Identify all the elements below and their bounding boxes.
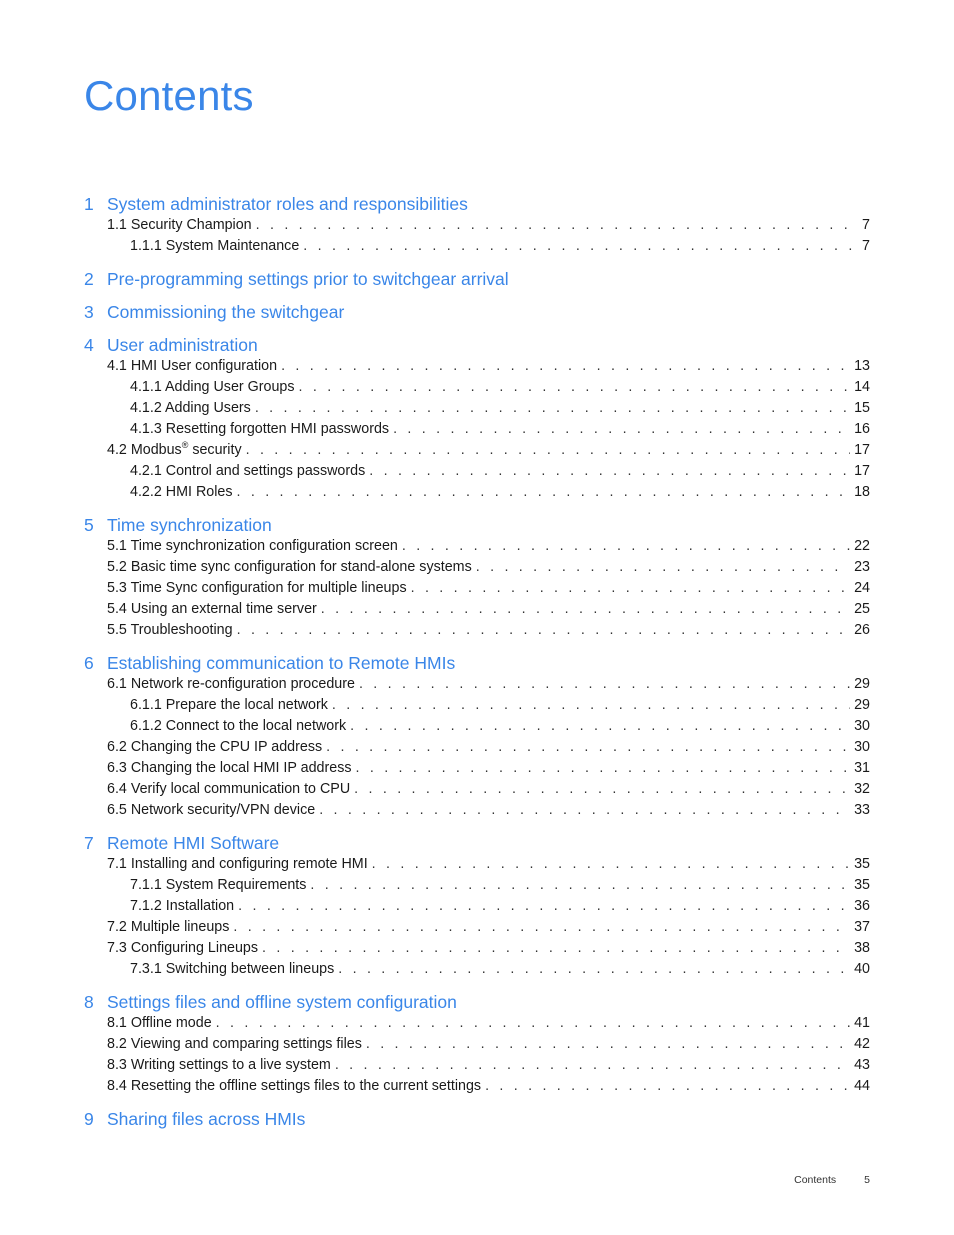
dot-leader bbox=[255, 400, 850, 416]
toc-entry[interactable] bbox=[84, 217, 870, 238]
dot-leader bbox=[310, 877, 850, 893]
toc-entry-title bbox=[107, 781, 354, 797]
toc-entry-title-text: 7.3 Configuring Lineups bbox=[107, 940, 259, 956]
toc-chapter-heading[interactable] bbox=[84, 269, 870, 292]
dot-leader bbox=[366, 1036, 850, 1052]
toc-entry-title-text: 5.1 Time synchronization configuration screen bbox=[107, 538, 398, 554]
toc-entry[interactable] bbox=[84, 1036, 870, 1057]
toc-entry-title bbox=[107, 739, 326, 755]
toc-entry-title-text: 5.4 Using an external time server bbox=[107, 601, 317, 617]
toc-entry[interactable] bbox=[84, 484, 870, 505]
toc-entry-title-text: 4.1 HMI User configuration bbox=[107, 358, 278, 374]
chapter-title: Commissioning the switchgear bbox=[107, 302, 345, 322]
dot-leader bbox=[411, 580, 851, 596]
toc-chapter bbox=[84, 833, 870, 982]
toc-entry-title bbox=[130, 463, 369, 479]
toc-entry-title bbox=[130, 484, 237, 500]
toc-entry-title-text: 8.3 Writing settings to a live system bbox=[107, 1057, 331, 1073]
toc-entry-title bbox=[107, 856, 372, 872]
toc-entry-title-text: 4.2 Modbus bbox=[107, 442, 182, 458]
toc-entry-title bbox=[107, 802, 319, 818]
toc-entry[interactable] bbox=[84, 760, 870, 781]
toc-entry-title bbox=[107, 940, 262, 956]
toc-entry-title-text: 1.1.1 System Maintenance bbox=[130, 238, 300, 254]
dot-leader bbox=[299, 379, 851, 395]
toc-entry[interactable] bbox=[84, 421, 870, 442]
toc-entry-page-number: 43 bbox=[854, 1057, 870, 1073]
toc-entry[interactable] bbox=[84, 622, 870, 643]
toc-entry-page-number: 29 bbox=[854, 697, 870, 713]
chapter-title: Remote HMI Software bbox=[107, 833, 280, 853]
registered-mark: ® bbox=[181, 440, 189, 451]
toc-entry-page-number: 14 bbox=[854, 379, 870, 395]
toc-entry[interactable] bbox=[84, 400, 870, 421]
toc-entry[interactable] bbox=[84, 856, 870, 877]
toc-entry-title-text: 1.1 Security Champion bbox=[107, 217, 252, 233]
toc-entry-title bbox=[130, 379, 299, 395]
toc-entry-page-number: 7 bbox=[862, 217, 870, 233]
toc-entry-title bbox=[107, 580, 411, 596]
toc-entry-title-text: 6.4 Verify local communication to CPU bbox=[107, 781, 351, 797]
toc-entry[interactable] bbox=[84, 781, 870, 802]
toc-entry-title-text: 4.1.3 Resetting forgotten HMI passwords bbox=[130, 421, 390, 437]
toc-entry-page-number: 38 bbox=[854, 940, 870, 956]
toc-entry-title-text: 6.2 Changing the CPU IP address bbox=[107, 739, 323, 755]
chapter-number: 2 bbox=[84, 269, 94, 289]
toc-entry-page-number: 33 bbox=[854, 802, 870, 818]
chapter-title: Sharing files across HMIs bbox=[107, 1109, 306, 1129]
toc-chapter-heading[interactable] bbox=[84, 1109, 870, 1132]
toc-entry[interactable] bbox=[84, 601, 870, 622]
toc-entry[interactable] bbox=[84, 961, 870, 982]
toc-entry-title bbox=[107, 1078, 485, 1094]
dot-leader bbox=[332, 697, 850, 713]
toc-entry-title-text: 7.3.1 Switching between lineups bbox=[130, 961, 335, 977]
toc-entry[interactable] bbox=[84, 1078, 870, 1099]
toc-entry[interactable] bbox=[84, 697, 870, 718]
toc-entry-title bbox=[107, 1057, 335, 1073]
chapter-title: System administrator roles and responsibilities bbox=[107, 194, 468, 214]
toc-entry-title bbox=[130, 718, 350, 734]
toc-entry-page-number: 35 bbox=[854, 877, 870, 893]
toc-chapter bbox=[84, 515, 870, 643]
toc-chapter bbox=[84, 335, 870, 505]
toc-entry[interactable] bbox=[84, 463, 870, 484]
dot-leader bbox=[237, 622, 851, 638]
dot-leader bbox=[372, 856, 850, 872]
page-title: Contents bbox=[84, 72, 254, 119]
toc-chapter-heading[interactable] bbox=[84, 335, 870, 358]
dot-leader bbox=[237, 484, 851, 500]
toc-entry-title-text: 8.2 Viewing and comparing settings files bbox=[107, 1036, 362, 1052]
toc-entry-title-text: 6.1.1 Prepare the local network bbox=[130, 697, 328, 713]
toc-chapter-heading[interactable] bbox=[84, 992, 870, 1015]
toc-chapter-heading[interactable] bbox=[84, 515, 870, 538]
dot-leader bbox=[393, 421, 850, 437]
dot-leader bbox=[326, 739, 850, 755]
toc-entry-page-number: 7 bbox=[862, 238, 870, 254]
toc-entry-page-number: 35 bbox=[854, 856, 870, 872]
toc-entry-title-text: 5.2 Basic time sync configuration for stand-alone systems bbox=[107, 559, 472, 575]
toc-entry-title bbox=[107, 442, 246, 458]
toc-entry-page-number: 42 bbox=[854, 1036, 870, 1052]
toc-chapter bbox=[84, 302, 870, 325]
toc-entry-title-text: 4.1.2 Adding Users bbox=[130, 400, 251, 416]
dot-leader bbox=[476, 559, 850, 575]
toc-entry-page-number: 15 bbox=[854, 400, 870, 416]
toc-entry-page-number: 44 bbox=[854, 1078, 870, 1094]
toc-entry-page-number: 40 bbox=[854, 961, 870, 977]
toc-chapter-heading[interactable] bbox=[84, 302, 870, 325]
toc-chapter-heading[interactable] bbox=[84, 833, 870, 856]
toc-entry-title-text: 7.1 Installing and configuring remote HMI bbox=[107, 856, 368, 872]
footer-page-number: 5 bbox=[864, 1174, 870, 1186]
toc-chapter bbox=[84, 269, 870, 292]
dot-leader bbox=[369, 463, 850, 479]
toc-entry-title bbox=[107, 358, 281, 374]
toc-entry-title bbox=[130, 898, 238, 914]
toc-entry-title-text: 5.3 Time Sync configuration for multiple lineups bbox=[107, 580, 407, 596]
toc-entry-title-text: 6.1 Network re-configuration procedure bbox=[107, 676, 355, 692]
toc-entry-title-text: 6.1.2 Connect to the local network bbox=[130, 718, 347, 734]
chapter-title: Pre-programming settings prior to switchgear arrival bbox=[107, 269, 509, 289]
toc-entry-page-number: 22 bbox=[854, 538, 870, 554]
footer-section-label: Contents bbox=[794, 1174, 837, 1186]
toc-entry-title-text: 6.5 Network security/VPN device bbox=[107, 802, 316, 818]
toc-entry-title bbox=[107, 1036, 366, 1052]
toc-entry[interactable] bbox=[84, 442, 870, 463]
toc-entry[interactable] bbox=[84, 877, 870, 898]
toc-chapter bbox=[84, 992, 870, 1099]
toc-entry[interactable] bbox=[84, 358, 870, 379]
toc-entry[interactable] bbox=[84, 559, 870, 580]
toc-entry-page-number: 18 bbox=[854, 484, 870, 500]
chapter-number: 7 bbox=[84, 833, 94, 853]
chapter-number: 3 bbox=[84, 302, 94, 322]
toc-entry-title bbox=[107, 538, 402, 554]
toc-chapter-heading[interactable] bbox=[84, 653, 870, 676]
toc-entry-title bbox=[107, 919, 233, 935]
dot-leader bbox=[402, 538, 850, 554]
toc-entry-title bbox=[130, 421, 393, 437]
toc-entry-title-text: 8.1 Offline mode bbox=[107, 1015, 212, 1031]
toc-entry-title bbox=[107, 1015, 216, 1031]
toc-entry-page-number: 30 bbox=[854, 739, 870, 755]
toc-entry[interactable] bbox=[84, 919, 870, 940]
toc-entry[interactable] bbox=[84, 538, 870, 559]
chapter-title: Time synchronization bbox=[107, 515, 272, 535]
chapter-title: User administration bbox=[107, 335, 258, 355]
toc-entry-title bbox=[130, 400, 255, 416]
toc-entry-title-text: 4.1.1 Adding User Groups bbox=[130, 379, 295, 395]
dot-leader bbox=[262, 940, 850, 956]
dot-leader bbox=[303, 238, 852, 254]
toc-entry-title bbox=[107, 760, 356, 776]
toc-entry[interactable] bbox=[84, 676, 870, 697]
toc-entry-page-number: 24 bbox=[854, 580, 870, 596]
toc-entry[interactable] bbox=[84, 718, 870, 739]
toc-entry-page-number: 29 bbox=[854, 676, 870, 692]
toc-entry-title bbox=[130, 877, 310, 893]
toc-entry[interactable] bbox=[84, 379, 870, 400]
toc-entry-page-number: 13 bbox=[854, 358, 870, 374]
toc-entry-title bbox=[107, 217, 256, 233]
page-footer bbox=[794, 1174, 870, 1186]
dot-leader bbox=[359, 676, 850, 692]
dot-leader bbox=[321, 601, 850, 617]
chapter-number: 9 bbox=[84, 1109, 94, 1129]
toc-entry-title bbox=[107, 559, 476, 575]
toc-entry-title-text: 4.2.2 HMI Roles bbox=[130, 484, 233, 500]
dot-leader bbox=[281, 358, 850, 374]
toc-entry-page-number: 17 bbox=[854, 442, 870, 458]
toc-entry[interactable] bbox=[84, 1057, 870, 1078]
toc-entry-page-number: 23 bbox=[854, 559, 870, 575]
dot-leader bbox=[354, 781, 850, 797]
dot-leader bbox=[319, 802, 850, 818]
toc-entry-title-text: 6.3 Changing the local HMI IP address bbox=[107, 760, 352, 776]
toc-entry-title bbox=[107, 601, 321, 617]
chapter-title: Establishing communication to Remote HMIs bbox=[107, 653, 456, 673]
toc-entry-title-text: 7.1.1 System Requirements bbox=[130, 877, 307, 893]
toc-entry-page-number: 17 bbox=[854, 463, 870, 479]
toc-entry-page-number: 41 bbox=[854, 1015, 870, 1031]
chapter-number: 8 bbox=[84, 992, 94, 1012]
dot-leader bbox=[256, 217, 852, 233]
dot-leader bbox=[216, 1015, 850, 1031]
toc-chapter bbox=[84, 1109, 870, 1132]
toc-entry-title-suffix: security bbox=[188, 442, 242, 458]
toc-entry[interactable] bbox=[84, 898, 870, 919]
chapter-number: 5 bbox=[84, 515, 94, 535]
chapter-title: Settings files and offline system configuration bbox=[107, 992, 457, 1012]
toc-entry-title-text: 7.1.2 Installation bbox=[130, 898, 235, 914]
toc-entry-page-number: 25 bbox=[854, 601, 870, 617]
dot-leader bbox=[338, 961, 850, 977]
table-of-contents bbox=[84, 194, 870, 1142]
dot-leader bbox=[485, 1078, 850, 1094]
toc-entry-page-number: 16 bbox=[854, 421, 870, 437]
toc-entry-page-number: 37 bbox=[854, 919, 870, 935]
dot-leader bbox=[335, 1057, 850, 1073]
chapter-number: 4 bbox=[84, 335, 94, 355]
toc-entry-title bbox=[130, 697, 332, 713]
dot-leader bbox=[238, 898, 850, 914]
toc-entry-title-text: 5.5 Troubleshooting bbox=[107, 622, 233, 638]
toc-entry-title bbox=[107, 676, 359, 692]
toc-chapter bbox=[84, 653, 870, 823]
toc-entry-title bbox=[130, 238, 303, 254]
toc-chapter-heading[interactable] bbox=[84, 194, 870, 217]
dot-leader bbox=[246, 442, 851, 458]
toc-entry-title-text: 8.4 Resetting the offline settings files to the current settings bbox=[107, 1078, 482, 1094]
toc-entry[interactable] bbox=[84, 739, 870, 760]
toc-entry-page-number: 30 bbox=[854, 718, 870, 734]
dot-leader bbox=[356, 760, 851, 776]
toc-chapter bbox=[84, 194, 870, 259]
dot-leader bbox=[350, 718, 850, 734]
toc-entry[interactable] bbox=[84, 1015, 870, 1036]
chapter-number: 6 bbox=[84, 653, 94, 673]
toc-entry-title bbox=[130, 961, 338, 977]
toc-entry-page-number: 26 bbox=[854, 622, 870, 638]
toc-entry[interactable] bbox=[84, 238, 870, 259]
toc-entry-page-number: 32 bbox=[854, 781, 870, 797]
toc-entry-page-number: 36 bbox=[854, 898, 870, 914]
toc-entry-title-text: 7.2 Multiple lineups bbox=[107, 919, 230, 935]
dot-leader bbox=[233, 919, 850, 935]
toc-entry[interactable] bbox=[84, 802, 870, 823]
toc-entry[interactable] bbox=[84, 940, 870, 961]
toc-entry-page-number: 31 bbox=[854, 760, 870, 776]
toc-entry-title-text: 4.2.1 Control and settings passwords bbox=[130, 463, 366, 479]
chapter-number: 1 bbox=[84, 194, 94, 214]
toc-entry[interactable] bbox=[84, 580, 870, 601]
toc-entry-title bbox=[107, 622, 237, 638]
